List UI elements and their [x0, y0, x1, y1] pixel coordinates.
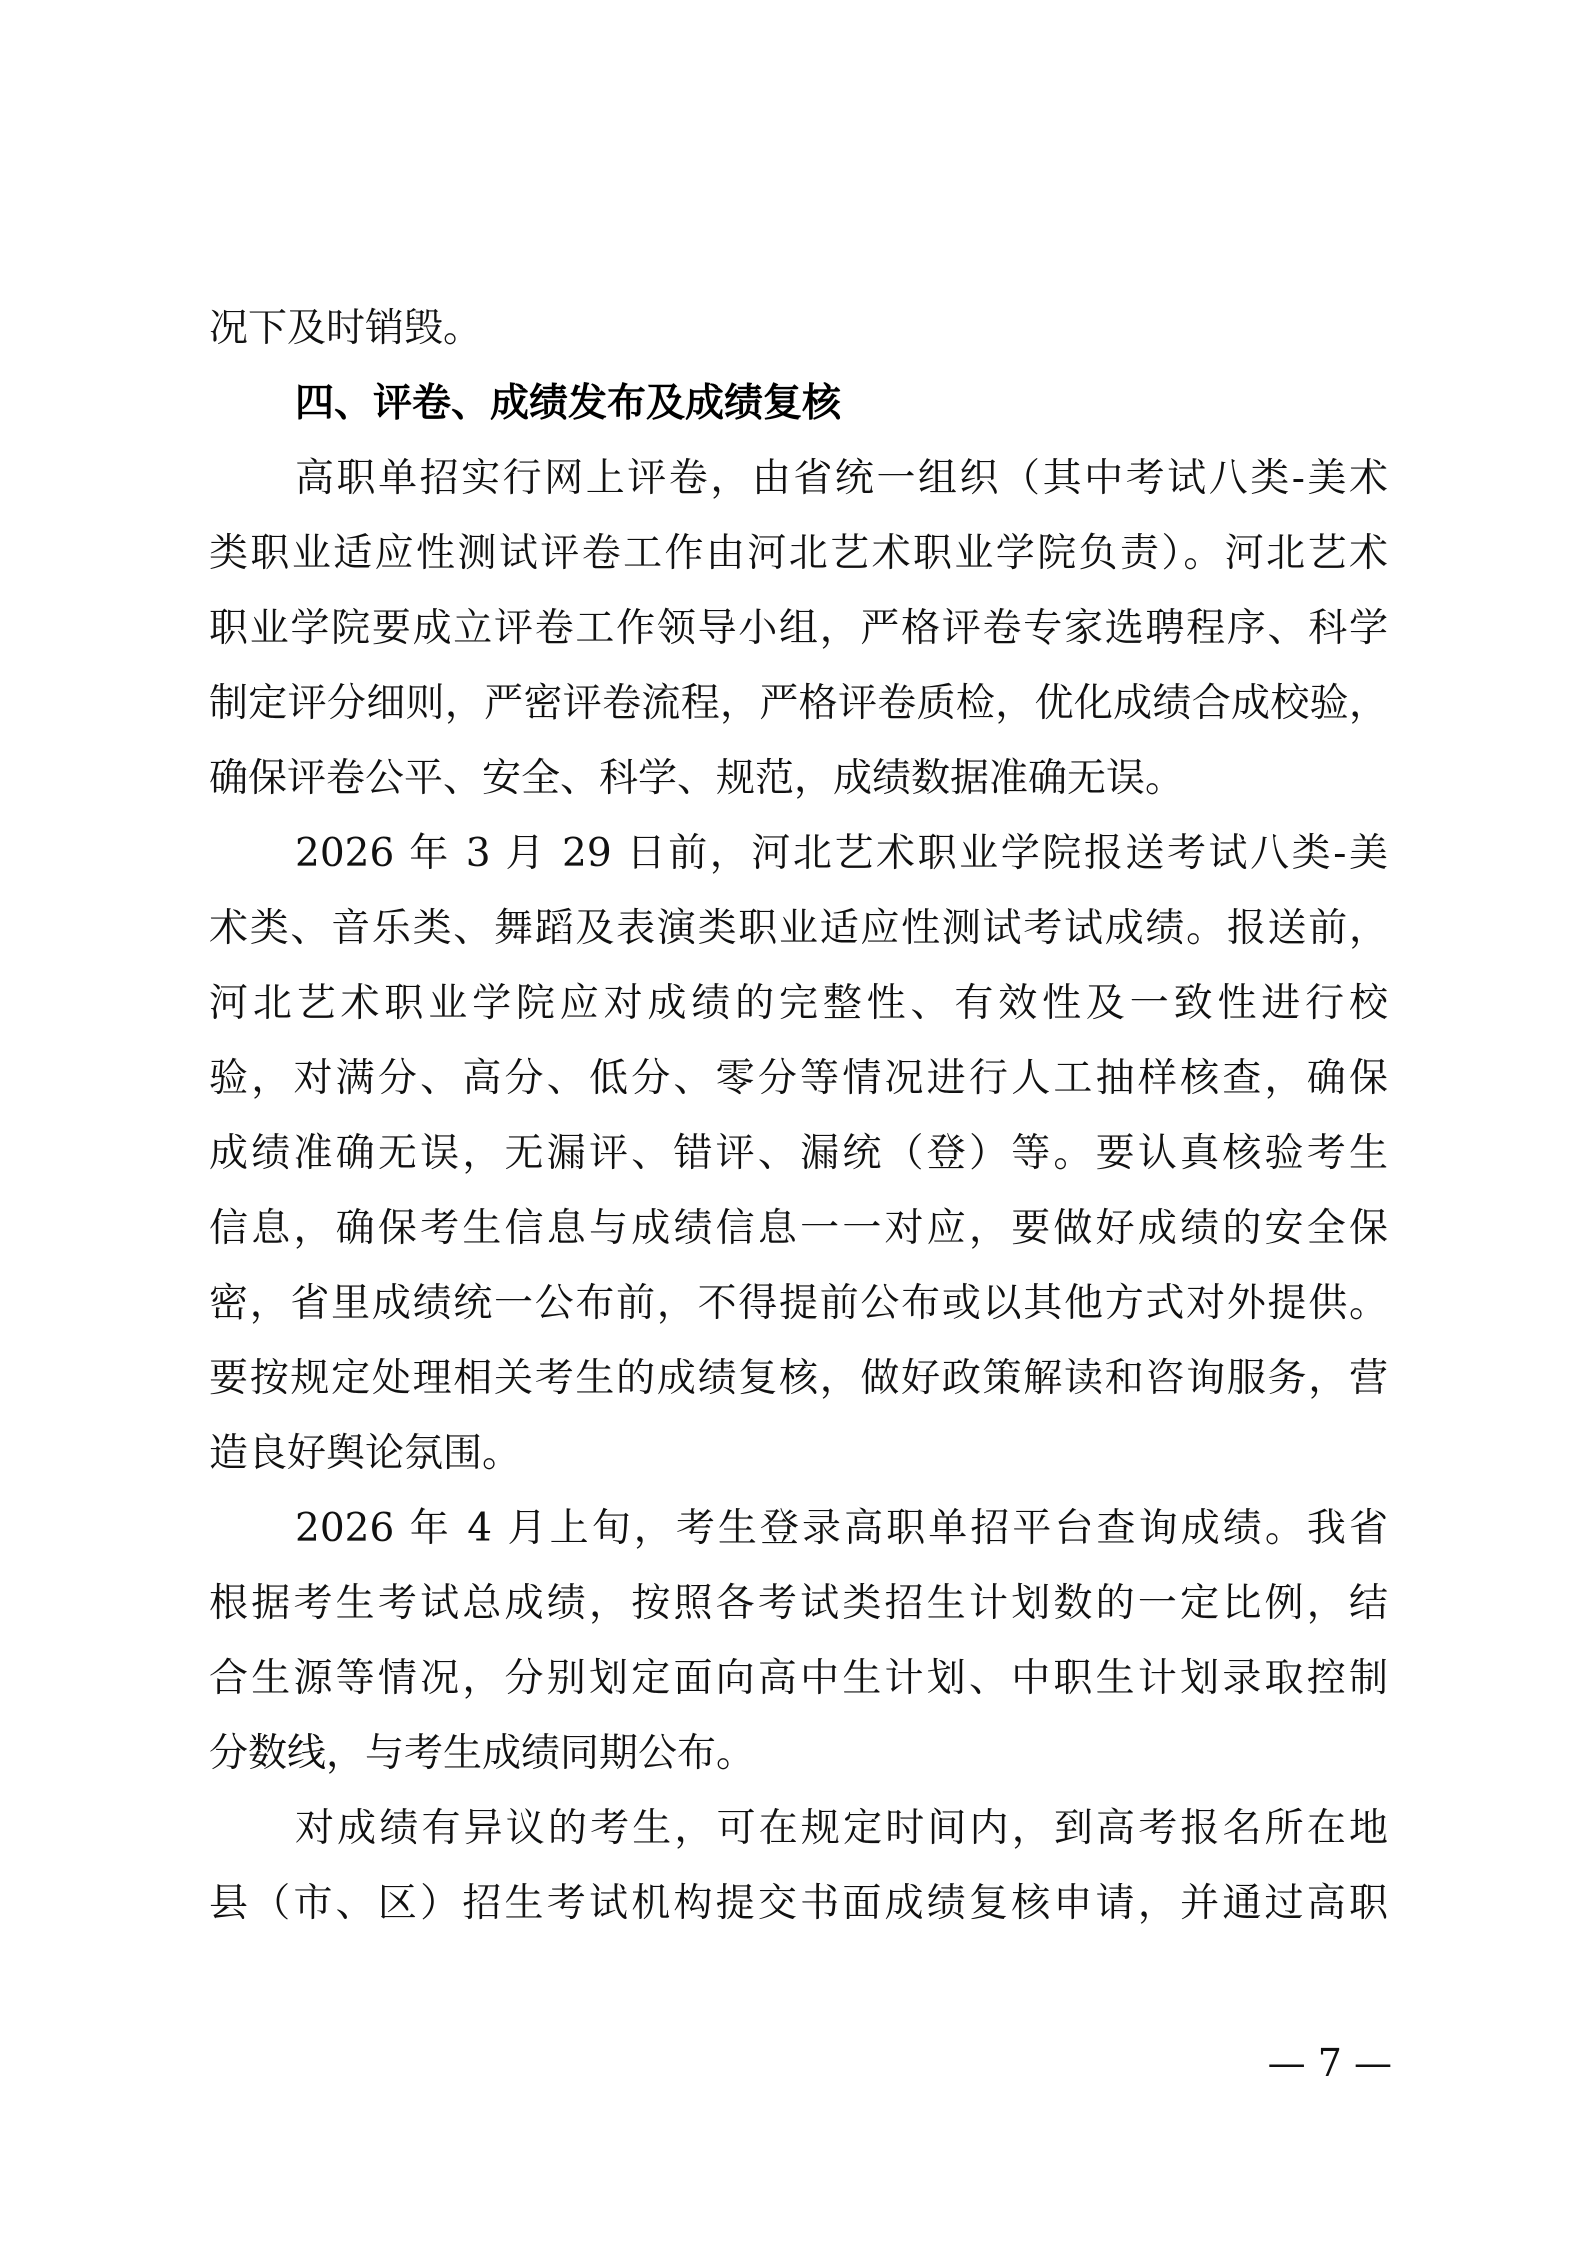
- text-line: 职业学院要成立评卷工作领导小组，严格评卷专家选聘程序、科学: [209, 606, 1388, 651]
- text-line: 类职业适应性测试评卷工作由河北艺术职业学院负责）。河北艺术: [209, 531, 1388, 576]
- paragraph-score-release: [209, 1491, 1388, 1791]
- section-heading: 四、评卷、成绩发布及成绩复核: [295, 381, 842, 426]
- text-line: 分数线，与考生成绩同期公布。: [209, 1731, 756, 1776]
- paragraph-online-grading: [209, 441, 1388, 816]
- text-line: 河北艺术职业学院应对成绩的完整性、有效性及一致性进行校: [209, 981, 1388, 1026]
- continued-text-line: 况下及时销毁。: [209, 306, 483, 351]
- paragraph-score-review: [209, 1791, 1388, 1941]
- text-line: 确保评卷公平、安全、科学、规范，成绩数据准确无误。: [209, 756, 1185, 801]
- document-body: [209, 291, 1388, 1941]
- text-line: 信息，确保考生信息与成绩信息一一对应，要做好成绩的安全保: [209, 1206, 1388, 1251]
- text-line: 合生源等情况，分别划定面向高中生计划、中职生计划录取控制: [209, 1656, 1388, 1701]
- text-line: 2026 年 4 月上旬，考生登录高职单招平台查询成绩。我省: [295, 1506, 1388, 1551]
- text-line: 对成绩有异议的考生，可在规定时间内，到高考报名所在地: [295, 1806, 1388, 1851]
- text-line: 成绩准确无误，无漏评、错评、漏统（登）等。要认真核验考生: [209, 1131, 1388, 1176]
- text-line: 密，省里成绩统一公布前，不得提前公布或以其他方式对外提供。: [209, 1281, 1388, 1326]
- text-line: 验，对满分、高分、低分、零分等情况进行人工抽样核查，确保: [209, 1056, 1388, 1101]
- text-line: 县（市、区）招生考试机构提交书面成绩复核申请，并通过高职: [209, 1881, 1388, 1926]
- page-number: — 7 —: [1267, 2041, 1392, 2085]
- text-line: 根据考生考试总成绩，按照各考试类招生计划数的一定比例，结: [209, 1581, 1388, 1626]
- text-line: 造良好舆论氛围。: [209, 1431, 522, 1476]
- paragraph-score-submission: [209, 816, 1388, 1491]
- text-line: 术类、音乐类、舞蹈及表演类职业适应性测试考试成绩。报送前，: [209, 906, 1388, 951]
- text-line: 高职单招实行网上评卷，由省统一组织（其中考试八类-美术: [295, 456, 1388, 501]
- text-line: 2026 年 3 月 29 日前，河北艺术职业学院报送考试八类-美: [295, 831, 1388, 876]
- text-line: 要按规定处理相关考生的成绩复核，做好政策解读和咨询服务，营: [209, 1356, 1388, 1401]
- text-line: 制定评分细则，严密评卷流程，严格评卷质检，优化成绩合成校验，: [209, 681, 1388, 726]
